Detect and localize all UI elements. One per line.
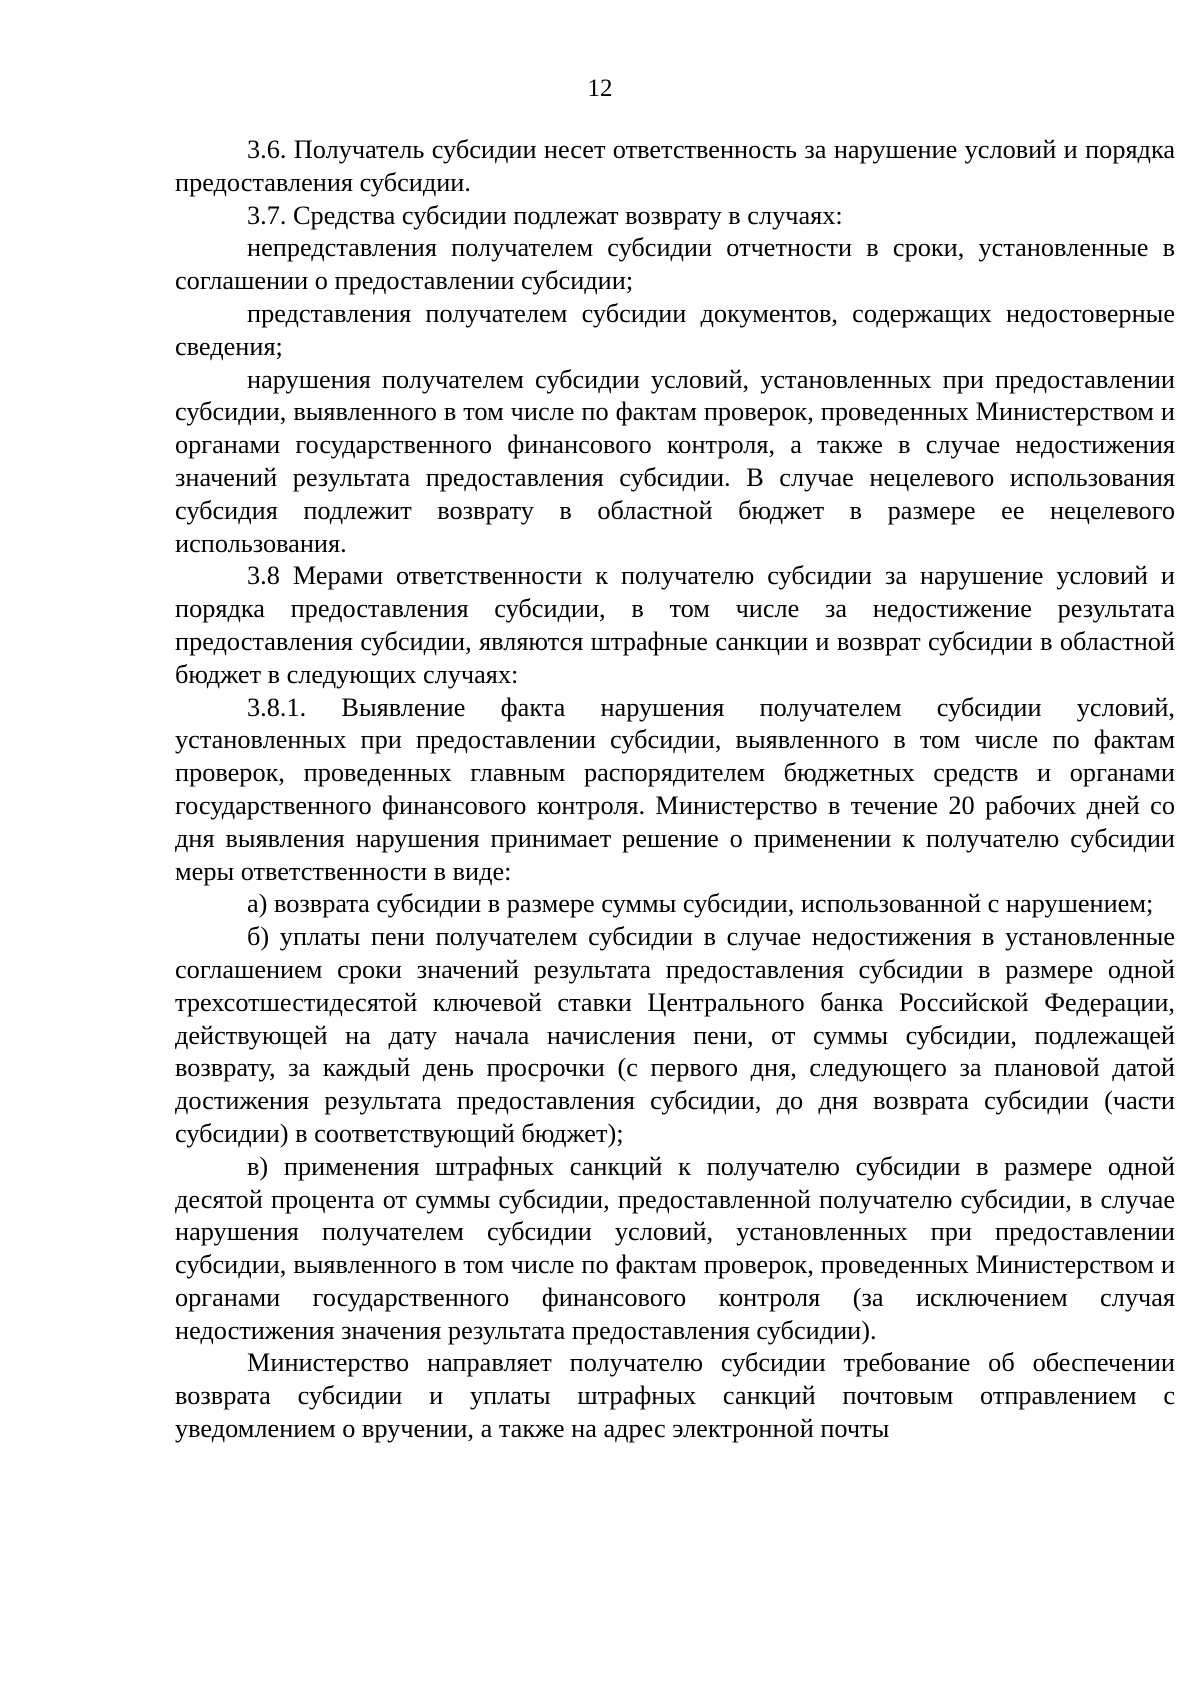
paragraph-ministry-requirement: Министерство направляет получателю субсидии требование об обеспечении возврата субсидии и уплаты штрафных санкций почтовым отправлением с уведомлением о вручении, а также на адрес электронной почты [175, 1348, 1175, 1444]
paragraph-3-7: 3.7. Средства субсидии подлежат возврату в случаях: [247, 200, 843, 230]
paragraph-3-8: 3.8 Мерами ответственности к получателю субсидии за нарушение условий и порядка предоставления субсидии, в том числе за недостижение результата предоставления субсидии, являются штрафные санкции и возврат субсидии в областной бюджет в следующих случаях: [175, 561, 1175, 689]
paragraph-item-v: в) применения штрафных санкций к получателю субсидии в размере одной десятой процента от суммы субсидии, предоставленной получателю субсидии, в случае нарушения получателем субсидии условий, установленных при предоставлении субсидии, выявленного в том числе по фактам проверок, проведенных Министерством и органами государственного финансового контроля (за исключением случая недостижения значения результата предоставления субсидии). [175, 1151, 1175, 1345]
page-number: 12 [587, 75, 613, 102]
paragraph-3-7-case-false-documents: представления получателем субсидии документов, содержащих недостоверные сведения; [175, 298, 1175, 361]
paragraph-item-a: а) возврата субсидии в размере суммы субсидии, использованной с нарушением; [247, 889, 1154, 919]
document-body [175, 134, 1175, 1446]
paragraph-3-8-1: 3.8.1. Выявление факта нарушения получателем субсидии условий, установленных при предоставлении субсидии, выявленного в том числе по фактам проверок, проведенных главным распорядителем бюджетных средств и органами государственного финансового контроля. Министерство в течение 20 рабочих дней со дня выявления нарушения принимает решение о применении к получателю субсидии меры ответственности в виде: [175, 692, 1175, 886]
paragraph-3-6: 3.6. Получатель субсидии несет ответственность за нарушение условий и порядка предоставления субсидии. [175, 135, 1175, 197]
paragraph-item-b: б) уплаты пени получателем субсидии в случае недостижения в установленные соглашением сроки значений результата предоставления субсидии в размере одной трехсотшестидесятой ключевой ставки Центрального банка Российской Федерации, действующей на дату начала начисления пени, от суммы субсидии, подлежащей возврату, за каждый день просрочки (с первого дня, следующего за плановой датой достижения результата предоставления субсидии, до дня возврата субсидии (части субсидии) в соответствующий бюджет); [175, 922, 1175, 1148]
paragraph-3-7-case-violation: нарушения получателем субсидии условий, установленных при предоставлении субсидии, выявленного в том числе по фактам проверок, проведенных Министерством и органами государственного финансового контроля, а также в случае недостижения значений результата предоставления субсидии. В случае нецелевого использования субсидия подлежит возврату в областной бюджет в размере ее нецелевого использования. [175, 364, 1175, 558]
paragraph-3-7-case-reporting: непредставления получателем субсидии отчетности в сроки, установленные в соглашении о предоставлении субсидии; [175, 233, 1175, 296]
